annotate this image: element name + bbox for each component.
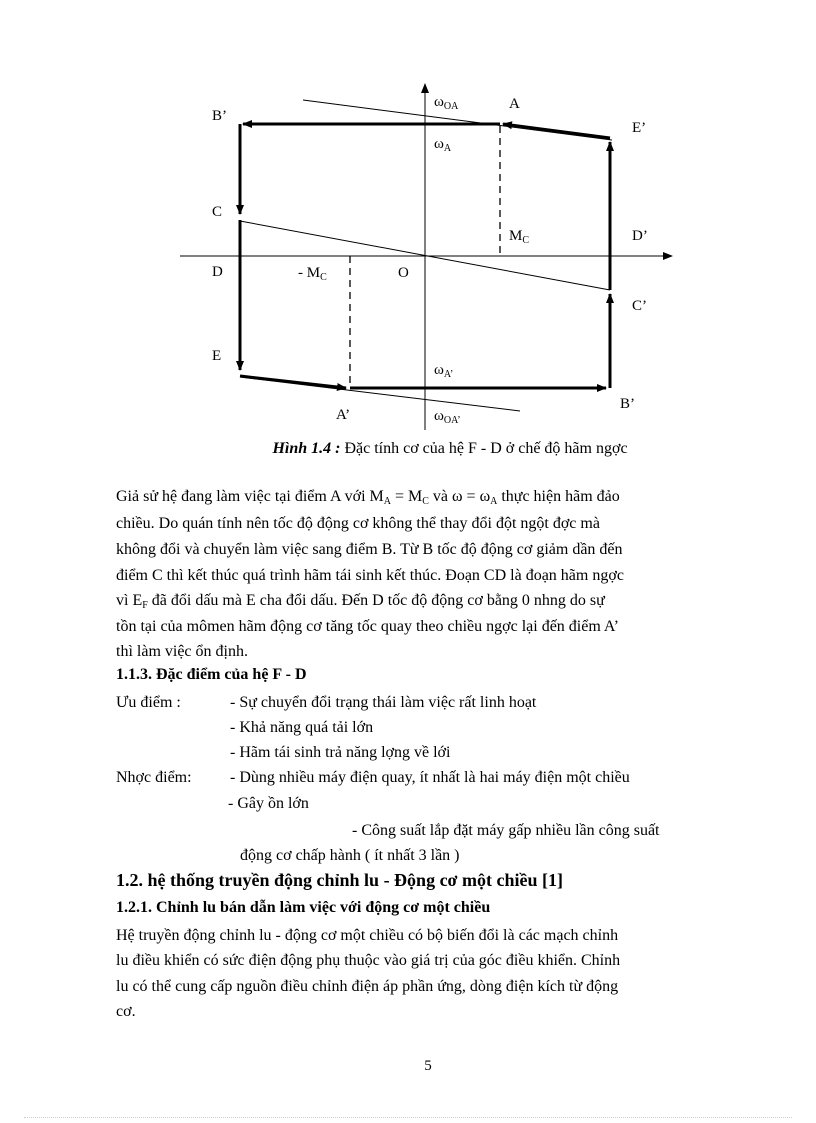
paragraph1-line2: chiều. Do quán tính nên tốc độ động cơ không thể thay đổi đột ngột đợc mà — [116, 515, 600, 532]
label-c: C — [212, 204, 223, 220]
paragraph1-line7: thì làm việc ổn định. — [116, 643, 248, 660]
path-e-prime-to-a — [503, 124, 610, 138]
paragraph1-line6: tồn tại của mômen hãm động cơ tăng tốc quay theo chiều ngợc lại đến điểm A’ — [116, 618, 620, 635]
paragraph1-line5: vì $E_F$ đã đổi dấu mà E cha đổi dấu. Đến D tốc độ động cơ bằng 0 nhng do sự — [116, 592, 605, 611]
label-c-prime: C’ — [632, 298, 647, 314]
label-e: E — [212, 348, 222, 364]
label-d-prime: D’ — [632, 228, 648, 244]
section-12-heading: 1.2. hệ thống truyền động chỉnh lu - Động cơ một chiều [1] — [116, 870, 564, 890]
label-a-prime: A’ — [336, 407, 351, 423]
label-b: B’ — [212, 108, 227, 124]
label-omega-oa-prime: $\omega_{OA’}$ — [434, 408, 461, 426]
figure-caption — [0, 440, 816, 458]
label-e-prime: E’ — [632, 120, 647, 136]
label-origin: O — [398, 265, 409, 281]
paragraph1-line4: điểm C thì kết thúc quá trình hãm tái sinh kết thúc. Đoạn CD là đoạn hãm ngợc — [116, 567, 624, 584]
advantages-label: Ưu điểm : — [116, 694, 181, 711]
paragraph1-line1: Giả sử hệ đang làm việc tại điểm A với $M_A = M_C$ và $\omega = \omega_A$ thực hiện hãm đảo — [116, 488, 620, 507]
advantage-item: - Hãm tái sinh trả năng lợng về lới — [230, 744, 451, 761]
disadvantage-item: - Dùng nhiều máy điện quay, ít nhất là hai máy điện một chiều — [230, 769, 630, 786]
section-113-heading: 1.1.3. Đặc điểm của hệ F - D — [116, 666, 307, 683]
section12-line4: cơ. — [116, 1003, 136, 1020]
label-mc: $M_C$ — [509, 228, 530, 246]
label-omega-a: $\omega_A$ — [434, 136, 452, 154]
advantage-item: - Khả năng quá tải lớn — [230, 719, 374, 736]
advantage-item: - Sự chuyển đổi trạng thái làm việc rất linh hoạt — [230, 694, 537, 711]
disadvantage-item: - Gây ồn lớn — [228, 795, 309, 812]
path-e-to-a-prime — [240, 376, 346, 388]
mechanical-characteristic-diagram — [0, 0, 816, 470]
page-number: 5 — [424, 1058, 432, 1074]
disadvantages-label: Nhợc điểm: — [116, 769, 192, 786]
label-b-prime: B’ — [620, 396, 635, 412]
disadvantage-item: động cơ chấp hành ( ít nhất 3 lần ) — [240, 847, 460, 864]
section12-line2: lu điều khiển có sức điện động phụ thuộc vào giá trị của góc điều khiển. Chỉnh — [116, 952, 621, 969]
label-a: A — [509, 96, 520, 112]
figure-caption-text: Đặc tính cơ của hệ F - D ở chế độ hãm ngợc — [340, 440, 628, 457]
figure-number: Hình 1.4 : — [272, 440, 341, 457]
section12-line3: lu có thể cung cấp nguồn điều chỉnh điện áp phần ứng, dòng điện kích từ động — [116, 978, 619, 995]
label-neg-mc: - $M_C$ — [298, 265, 327, 283]
label-d: D — [212, 264, 223, 280]
section12-line1: Hệ truyền động chỉnh lu - động cơ một chiều có bộ biến đổi là các mạch chỉnh — [116, 927, 619, 944]
footer-divider — [24, 1117, 792, 1118]
label-omega-oa: $\omega_{OA}$ — [434, 94, 459, 112]
disadvantage-item: - Công suất lắp đặt máy gấp nhiều lần công suất — [352, 822, 660, 839]
paragraph1-line3: không đổi và chuyển làm việc sang điểm B. Từ B tốc độ động cơ giảm dần đến — [116, 541, 623, 558]
section-121-heading: 1.2.1. Chỉnh lu bán dẫn làm việc với động cơ một chiều — [116, 899, 491, 916]
label-omega-a-prime: $\omega_{A’}$ — [434, 362, 454, 380]
